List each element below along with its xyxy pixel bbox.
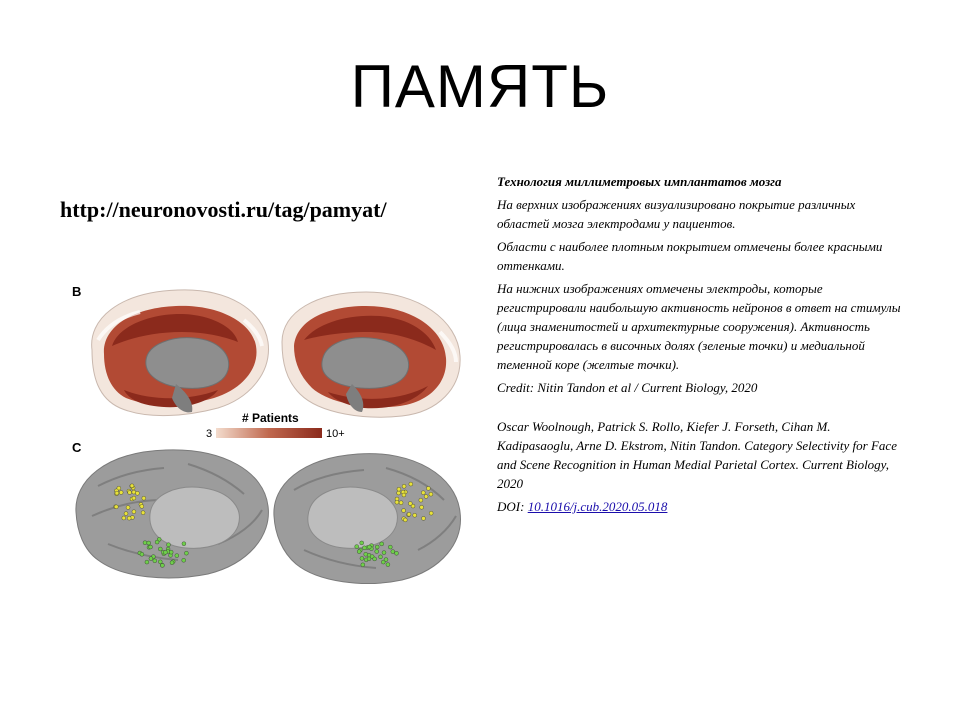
electrode-dot	[114, 505, 118, 509]
doi-prefix: DOI:	[497, 499, 525, 514]
electrode-dot	[399, 501, 403, 505]
electrode-dot	[122, 516, 126, 520]
electrode-dot	[395, 551, 399, 555]
electrode-dot	[360, 556, 364, 560]
electrode-dot	[421, 491, 425, 495]
electrode-dot	[382, 551, 386, 555]
electrode-dot	[142, 496, 146, 500]
brain-c-left	[76, 450, 269, 578]
electrode-dot	[380, 542, 384, 546]
article-credit: Credit: Nitin Tandon et al / Current Biology, 2020	[497, 380, 758, 395]
electrode-dot	[402, 493, 406, 497]
electrode-dot	[375, 545, 379, 549]
electrode-dot	[422, 516, 426, 520]
electrode-dot	[141, 511, 145, 515]
electrode-dot	[397, 487, 401, 491]
electrode-dot	[357, 550, 361, 554]
electrode-dot	[407, 512, 411, 516]
electrode-dot	[379, 555, 383, 559]
electrode-dot	[397, 491, 401, 495]
source-url: http://neuronovosti.ru/tag/pamyat/	[60, 197, 387, 222]
electrode-dot	[384, 558, 388, 562]
electrode-dot	[419, 498, 423, 502]
electrode-dot	[135, 491, 139, 495]
electrode-dot	[429, 511, 433, 515]
brain-b-right	[282, 292, 460, 417]
electrode-dot	[175, 554, 179, 558]
electrode-dot	[386, 563, 390, 567]
electrode-dot	[163, 550, 167, 554]
article-paragraph: Области с наиболее плотным покрытием отмечены более красными оттенками.	[497, 239, 883, 273]
electrode-dot	[127, 516, 131, 520]
electrode-dot	[132, 496, 136, 500]
panel-b-label: B	[72, 284, 82, 299]
electrode-dot	[182, 558, 186, 562]
electrode-dot	[360, 541, 364, 545]
electrode-dot	[367, 557, 371, 561]
electrode-dot	[167, 543, 171, 547]
electrode-dot	[147, 541, 151, 545]
electrode-dot	[184, 551, 188, 555]
electrode-dot	[388, 545, 392, 549]
brain-figure	[68, 280, 470, 592]
legend-color-bar	[216, 428, 322, 438]
doi-link[interactable]: 10.1016/j.cub.2020.05.018	[527, 499, 668, 514]
electrode-dot	[402, 509, 406, 513]
article-panel	[497, 172, 907, 520]
article-paragraph: На верхних изображениях визуализировано покрытие различных областей мозга электродами у пациентов.	[497, 197, 856, 231]
electrode-dot	[130, 484, 134, 488]
electrode-dot	[132, 510, 136, 514]
brain-b-left	[92, 290, 269, 416]
electrode-dot	[115, 491, 119, 495]
electrode-dot	[155, 540, 159, 544]
electrode-dot	[364, 552, 368, 556]
electrode-dot	[420, 505, 424, 509]
doi-line	[497, 497, 907, 516]
article-subtitle: Технология миллиметровых имплантатов мозга	[497, 174, 782, 189]
electrode-dot	[158, 547, 162, 551]
electrode-dot	[402, 484, 406, 488]
electrode-dot	[128, 491, 132, 495]
article-paragraph: На нижних изображениях отмечены электроды, которые регистрировали наибольшую активность нейронов в ответ на стимулы (лица знаменитостей и архитектурные сооружения). Активность регистрировалась в височных долях (зеленые точки) и медиальной теменной коре (желтые точки).	[497, 281, 901, 372]
electrode-dot	[140, 552, 144, 556]
electrode-dot	[403, 518, 407, 522]
electrode-dot	[160, 563, 164, 567]
brain-c-right	[274, 454, 461, 584]
electrode-dot	[409, 482, 413, 486]
electrode-dot	[355, 545, 359, 549]
legend-title: # Patients	[242, 411, 299, 425]
electrode-dot	[408, 502, 412, 506]
electrode-dot	[145, 560, 149, 564]
electrode-dot	[140, 504, 144, 508]
electrode-dot	[395, 500, 399, 504]
electrode-dot	[373, 557, 377, 561]
legend-max: 10+	[326, 428, 345, 440]
slide-title: ПАМЯТЬ	[350, 53, 610, 120]
electrode-dot	[119, 491, 123, 495]
electrode-dot	[143, 541, 147, 545]
electrode-dot	[158, 560, 162, 564]
electrode-dot	[149, 557, 153, 561]
electrode-dot	[424, 495, 428, 499]
electrode-dot	[429, 492, 433, 496]
electrode-dot	[132, 490, 136, 494]
electrode-dot	[182, 542, 186, 546]
panel-c-label: C	[72, 440, 82, 455]
electrode-dot	[375, 550, 379, 554]
electrode-dot	[149, 545, 153, 549]
electrode-dot	[367, 545, 371, 549]
legend-min: 3	[206, 428, 213, 440]
electrode-dot	[426, 486, 430, 490]
electrode-dot	[413, 513, 417, 517]
electrode-dot	[126, 506, 130, 510]
electrode-dot	[124, 512, 128, 516]
electrode-dot	[170, 561, 174, 565]
electrode-dot	[362, 546, 366, 550]
electrode-dot	[361, 563, 365, 567]
article-citation: Oscar Woolnough, Patrick S. Rollo, Kiefer J. Forseth, Cihan M. Kadipasaoglu, Arne D. Ekstrom, Nitin Tandon. Category Selectivity for Face and Scene Recognition in Human Medial Parietal Cortex. Current Biology, 2020	[497, 419, 897, 491]
electrode-dot	[153, 559, 157, 563]
electrode-dot	[391, 550, 395, 554]
